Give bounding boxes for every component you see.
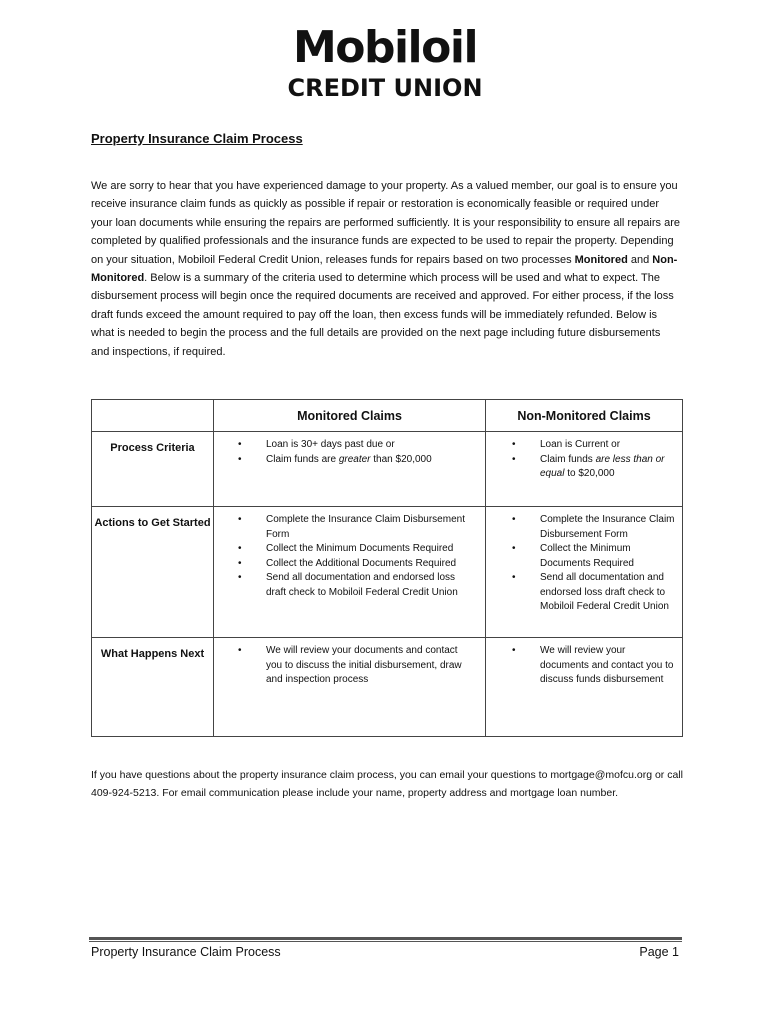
list-item: • Claim funds are less than or equal to $20,000 [540, 453, 676, 482]
row-label-process-criteria: Process Criteria [92, 432, 214, 507]
header-monitored: Monitored Claims [214, 400, 486, 432]
criteria-table [91, 399, 683, 737]
list-item: • Send all documentation and endorsed loss draft check to Mobiloil Federal Credit Union [266, 571, 475, 600]
footer-divider-thin [89, 941, 682, 942]
logo-name: Mobiloil [292, 22, 478, 73]
list-item: • Collect the Minimum Documents Required [540, 542, 676, 571]
list-item: • We will review your documents and contact you to discuss the initial disbursement, draw and inspection process [266, 644, 475, 688]
page-number: Page 1 [639, 945, 679, 959]
non-monitored-actions-cell [486, 507, 683, 638]
monitored-criteria-cell [214, 432, 486, 507]
list-item: • Loan is 30+ days past due or [266, 438, 475, 453]
intro-and: and [627, 253, 653, 266]
table-header-row [92, 400, 683, 432]
header-non-monitored: Non-Monitored Claims [486, 400, 683, 432]
list-item: • We will review your documents and contact you to discuss funds disbursement [540, 644, 676, 688]
table-row [92, 638, 683, 737]
monitored-next-cell [214, 638, 486, 737]
list-item: • Collect the Additional Documents Required [266, 557, 475, 572]
list-item: • Loan is Current or [540, 438, 676, 453]
non-monitored-criteria-cell [486, 432, 683, 507]
monitored-actions-cell [214, 507, 486, 638]
table-row [92, 432, 683, 507]
intro-paragraph [91, 177, 681, 361]
list-item: • Claim funds are greater than $20,000 [266, 453, 475, 468]
page-title: Property Insurance Claim Process [91, 131, 303, 146]
header-empty [92, 400, 214, 432]
intro-bold-monitored: Monitored [574, 253, 628, 266]
footer-title: Property Insurance Claim Process [91, 945, 281, 959]
list-item: • Complete the Insurance Claim Disbursement Form [540, 513, 676, 542]
row-label-next: What Happens Next [92, 638, 214, 737]
logo [0, 22, 770, 102]
table-row [92, 507, 683, 638]
intro-text-1: We are sorry to hear that you have experienced damage to your property. As a valued member, our goal is to ensure you receive insurance claim funds as quickly as possible if repair or restoration is economically feasible or required under your loan documents while ensuring the repairs are performed sufficiently. It is your responsibility to ensure all repairs are completed by qualified professionals and the insurance funds are expected to be used to repair the property. Depending on your situation, Mobiloil Federal Credit Union, releases funds for repairs based on two processes [91, 180, 680, 266]
contact-note: If you have questions about the property insurance claim process, you can email your questions to mortgage@mofcu.org or call 409-924-5213. For email communication please include your name, property address and mortgage loan number. [91, 769, 683, 799]
row-label-actions: Actions to Get Started [92, 507, 214, 638]
list-item: • Send all documentation and endorsed loss draft check to Mobiloil Federal Credit Union [540, 571, 676, 615]
logo-subtitle: CREDIT UNION [287, 74, 483, 102]
intro-text-2: . Below is a summary of the criteria used to determine which process will be used and what to expect. The disbursement process will begin once the required documents are received and approved. For either process, if the loss draft funds exceed the amount required to pay off the loan, then excess funds will be immediately refunded. Below is what is needed to begin the process and the full details are provided on the next page including future disbursements and inspections, if required. [91, 272, 674, 358]
list-item: • Collect the Minimum Documents Required [266, 542, 475, 557]
footer-divider [89, 937, 682, 940]
list-item: • Complete the Insurance Claim Disbursement Form [266, 513, 475, 542]
non-monitored-next-cell [486, 638, 683, 737]
intro-bold-non-monitored: Non-Monitored [91, 253, 678, 285]
